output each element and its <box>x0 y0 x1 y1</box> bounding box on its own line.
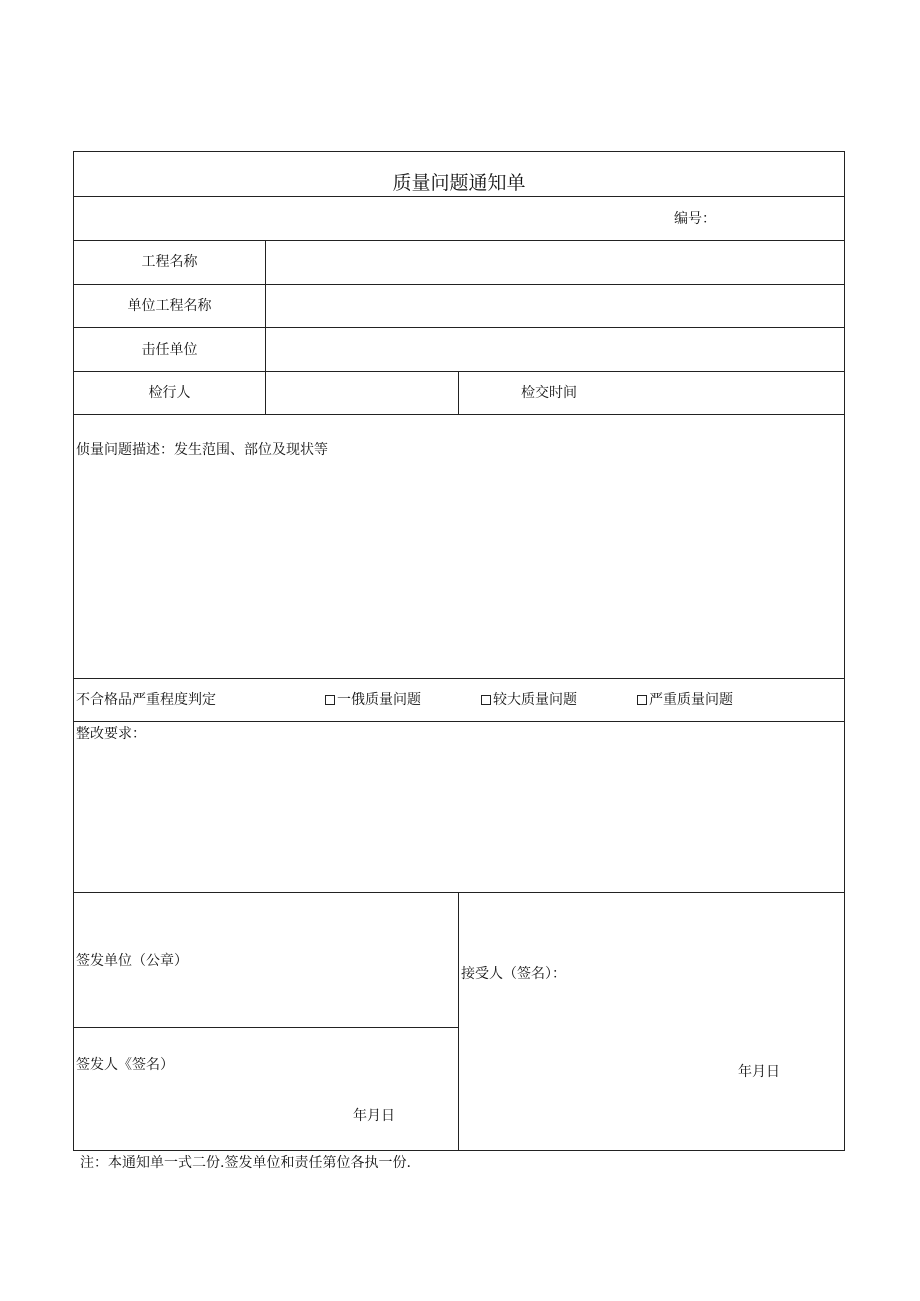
checkbox-icon <box>481 695 491 705</box>
description-label: 侦量问题描述：发生范围、部位及现状等 <box>76 442 328 458</box>
unit-project-name-label: 单位工程名称 <box>127 298 212 314</box>
checkbox-icon <box>325 695 335 705</box>
row-divider <box>74 892 844 893</box>
row-divider <box>74 240 844 241</box>
inspection-time-label: 检交时间 <box>521 385 577 401</box>
row-divider <box>74 371 844 372</box>
row-divider <box>74 721 844 722</box>
row-divider <box>74 284 844 285</box>
form-title: 质量问题通知单 <box>392 172 526 194</box>
column-divider <box>458 892 459 1150</box>
row-divider <box>74 678 844 679</box>
issuer-date-label: 年月日 <box>353 1108 395 1124</box>
issuer-label: 签发人《签名） <box>76 1057 174 1073</box>
quality-notice-form <box>73 151 845 1151</box>
footnote: 注：本通知单一式二份.签发单位和责任第位各执一份. <box>80 1155 411 1171</box>
issuing-unit-label: 签发单位（公章） <box>76 953 188 969</box>
column-divider <box>458 371 459 414</box>
severity-option-general[interactable]: 一俄质量问题 <box>325 691 421 709</box>
row-divider <box>74 196 844 197</box>
row-divider <box>74 327 844 328</box>
responsible-unit-label: 击任单位 <box>141 342 198 358</box>
checkbox-icon <box>637 695 647 705</box>
rectification-label: 整改要求： <box>76 726 146 742</box>
column-divider <box>265 240 266 414</box>
severity-option-serious[interactable]: 严重质量问题 <box>637 691 733 709</box>
row-divider <box>74 1027 459 1028</box>
severity-label: 不合格品严重程度判定 <box>76 692 216 708</box>
inspector-label: 检行人 <box>148 385 191 401</box>
project-name-label: 工程名称 <box>141 254 198 270</box>
severity-option-major[interactable]: 较大质量问题 <box>481 691 577 709</box>
receiver-label: 接受人（签名）： <box>461 966 566 982</box>
receiver-date-label: 年月日 <box>738 1064 780 1080</box>
number-label: 编号： <box>674 211 716 227</box>
row-divider <box>74 414 844 415</box>
